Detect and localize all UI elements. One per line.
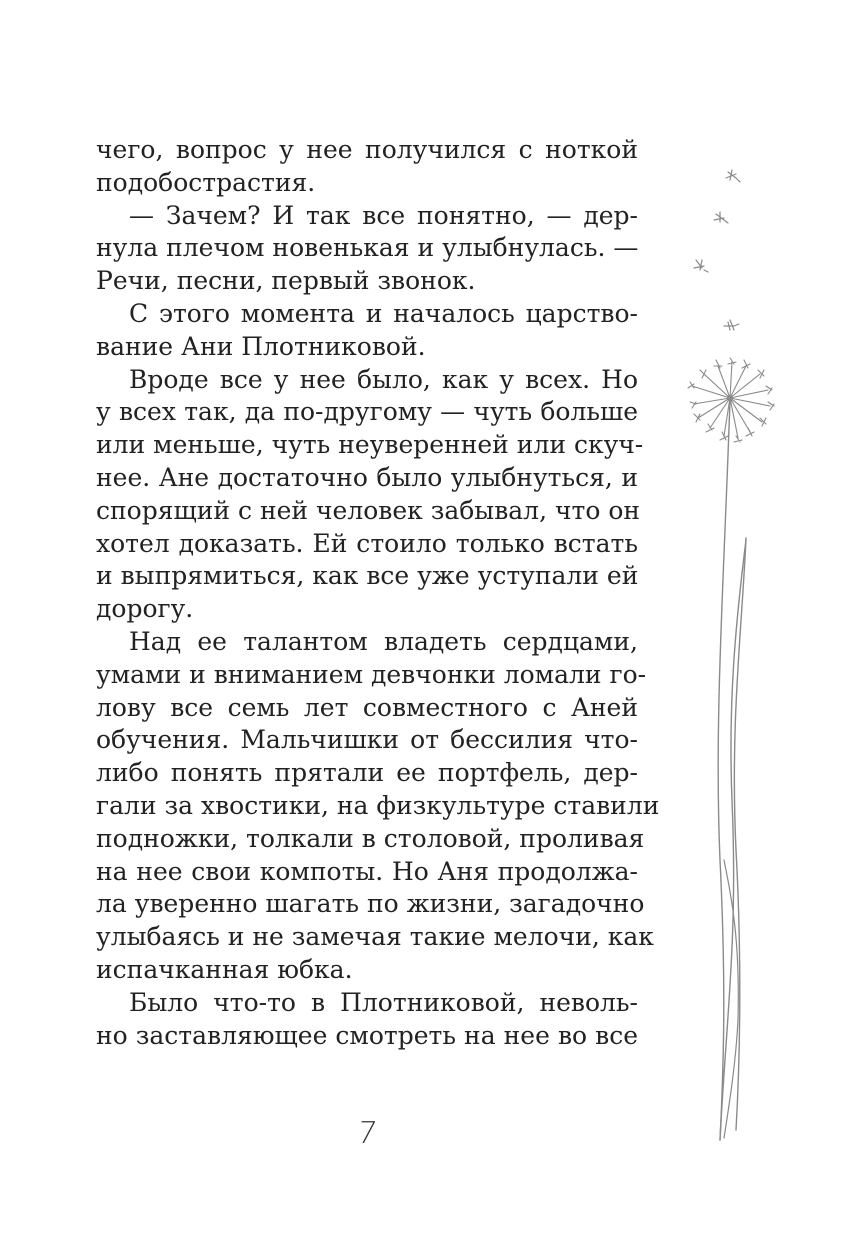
text-line: спорящий с ней человек забывал, что он: [96, 495, 641, 525]
text-line: подножки, толкали в столовой, проливая: [96, 823, 645, 853]
text-line: но заставляющее смотреть на нее во все: [96, 1020, 638, 1050]
text-line: ла уверенно шагать по жизни, загадочно: [96, 889, 645, 919]
seed-icon: [714, 212, 728, 223]
seed-icon: [694, 260, 708, 272]
text-line: С этого момента и началось царство-: [129, 298, 638, 328]
text-line: и выпрямиться, как все уже уступали ей: [96, 561, 639, 591]
page-number: 7: [354, 1116, 380, 1151]
text-line: хотел доказать. Ей стоило только встать: [96, 528, 638, 558]
dandelion-head: [688, 358, 774, 442]
text-line: подобострастия.: [96, 167, 316, 197]
text-line: чего, вопрос у нее получился с ноткой: [96, 135, 638, 164]
text-line: Было что-то в Плотниковой, неволь-: [129, 987, 638, 1017]
text-line: вание Ани Плотниковой.: [96, 331, 426, 361]
text-line: Вроде все у нее было, как у всех. Но: [129, 364, 638, 394]
text-line: на нее свои компоты. Но Аня продолжа-: [96, 856, 638, 886]
dandelion-stem: [718, 400, 746, 1140]
text-line: дорогу.: [96, 594, 194, 624]
text-line: у всех так, да по-другому — чуть больше: [96, 397, 638, 427]
text-line: гали за хвостики, на физкультуре ставили: [96, 790, 660, 820]
text-line: — Зачем? И так все понятно, — дер-: [129, 200, 638, 230]
text-line: нула плечом новенькая и улыбнулась. —: [96, 233, 639, 263]
seed-icon: [724, 320, 739, 330]
text-line: Над ее талантом владеть сердцами,: [129, 626, 638, 656]
text-line: лову все семь лет совместного с Аней: [96, 692, 638, 722]
dandelion-icon: [680, 160, 790, 1150]
text-line: улыбаясь и не замечая такие мелочи, как: [96, 922, 654, 952]
seed-icon: [726, 170, 740, 182]
text-line: умами и вниманием девчонки ломали го-: [96, 659, 647, 689]
text-line: либо понять прятали ее портфель, дер-: [96, 758, 638, 788]
body-text: [96, 134, 660, 1052]
text-line: обучения. Мальчишки от бессилия что-: [96, 725, 638, 755]
text-line: Речи, песни, первый звонок.: [96, 266, 476, 296]
text-line: нее. Ане достаточно было улыбнуться, и: [96, 462, 638, 492]
text-line: испачканная юбка.: [96, 954, 353, 984]
text-line: или меньше, чуть неуверенней или скуч-: [96, 430, 644, 460]
